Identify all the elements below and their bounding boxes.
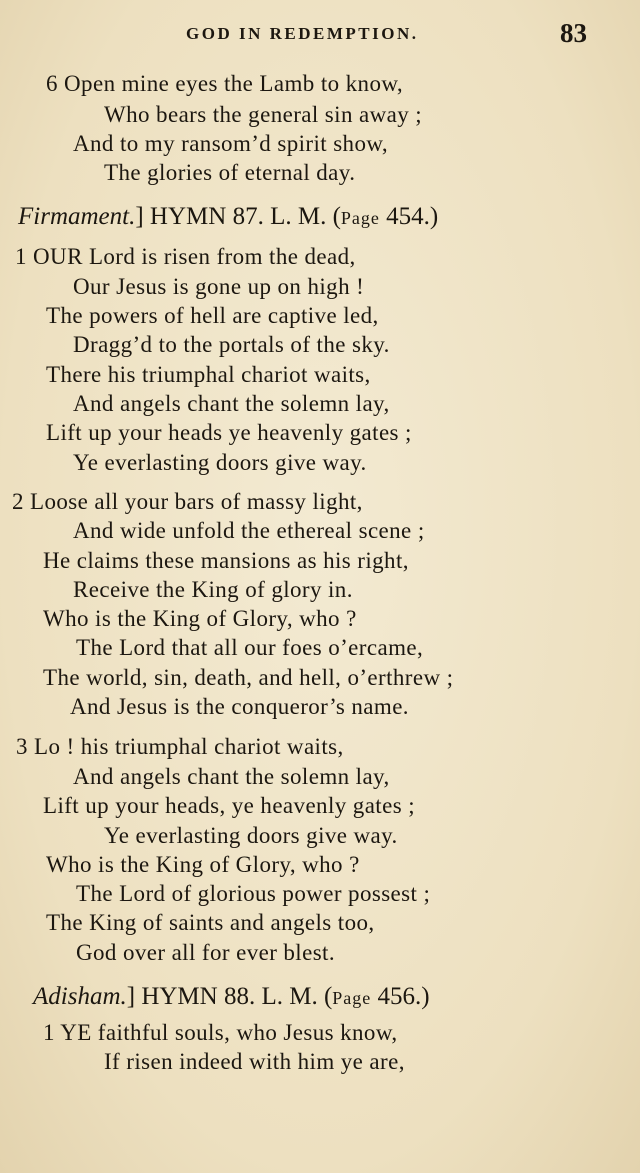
verse-line: And wide unfold the ethereal scene ; <box>73 518 425 543</box>
hymn-title: ] HYMN 87. L. M. ( <box>135 203 341 230</box>
hymn-88-heading <box>33 983 430 1011</box>
verse-line: Who is the King of Glory, who ? <box>46 852 360 877</box>
verse-line: And Jesus is the conqueror’s name. <box>70 694 409 719</box>
verse-line: The Lord of glorious power possest ; <box>76 881 431 906</box>
verse-line: Dragg’d to the portals of the sky. <box>73 332 390 357</box>
verse-line: 1 YE faithful souls, who Jesus know, <box>43 1020 398 1045</box>
verse-line: Lift up your heads ye heavenly gates ; <box>46 420 412 445</box>
verse-line: 2 Loose all your bars of massy light, <box>12 489 363 514</box>
verse-line: And angels chant the solemn lay, <box>73 391 390 416</box>
verse-line: The powers of hell are captive led, <box>46 303 379 328</box>
running-head: GOD IN REDEMPTION. <box>186 24 419 43</box>
tune-name: Firmament. <box>18 203 136 230</box>
verse-line: 3 Lo ! his triumphal chariot waits, <box>16 734 344 759</box>
hymn-title: ] HYMN 88. L. M. ( <box>126 983 333 1010</box>
verse-line: If risen indeed with him ye are, <box>104 1049 405 1074</box>
page-ref: 456.) <box>371 983 430 1010</box>
verse-line: The world, sin, death, and hell, o’erthrew ; <box>43 665 454 690</box>
verse-line: The Lord that all our foes o’ercame, <box>76 635 424 660</box>
verse-line: There his triumphal chariot waits, <box>46 362 371 387</box>
verse-line: Ye everlasting doors give way. <box>73 450 367 475</box>
verse-line: 1 OUR Lord is risen from the dead, <box>15 244 356 269</box>
verse-line: The glories of eternal day. <box>104 160 356 185</box>
verse-line: God over all for ever blest. <box>76 940 336 965</box>
page-ref: 454.) <box>379 203 439 230</box>
verse-line: He claims these mansions as his right, <box>43 548 409 573</box>
verse-line: Lift up your heads, ye heavenly gates ; <box>43 793 415 818</box>
hymn-87-heading <box>18 203 438 231</box>
verse-line: And to my ransom’d spirit show, <box>73 131 389 156</box>
verse-line: Receive the King of glory in. <box>73 577 353 602</box>
verse-line: Who bears the general sin away ; <box>104 102 423 127</box>
verse-line: 6 Open mine eyes the Lamb to know, <box>46 71 404 96</box>
verse-line: Ye everlasting doors give way. <box>104 823 398 848</box>
page-label: Page <box>332 988 372 1008</box>
verse-line: Our Jesus is gone up on high ! <box>73 274 365 299</box>
verse-line: Who is the King of Glory, who ? <box>43 606 357 631</box>
page-label: Page <box>340 208 380 228</box>
page-number: 83 <box>560 18 587 48</box>
verse-line: And angels chant the solemn lay, <box>73 764 390 789</box>
verse-line: The King of saints and angels too, <box>46 910 375 935</box>
tune-name: Adisham. <box>33 983 127 1010</box>
